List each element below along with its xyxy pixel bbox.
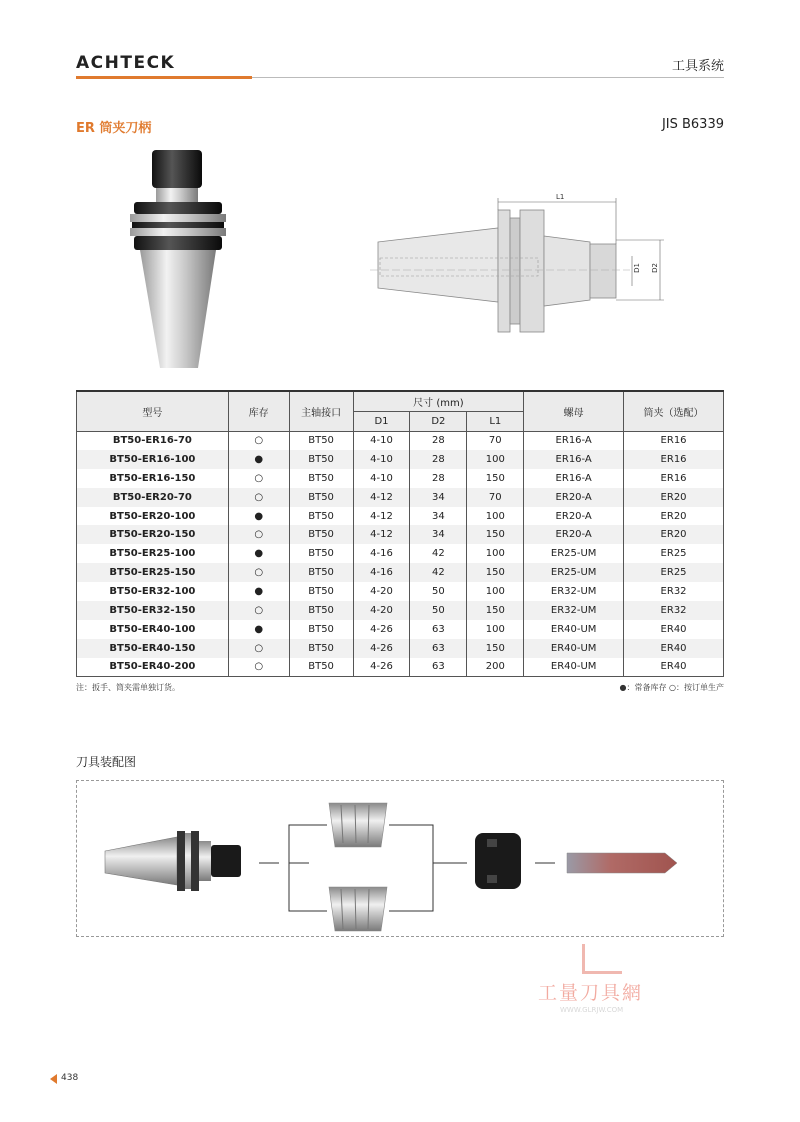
table-row: [77, 582, 724, 601]
product-title: ER 筒夹刀柄: [76, 121, 152, 136]
cell-collet: ER25: [624, 563, 724, 582]
cell-stock: ○: [228, 488, 289, 507]
cell-model: BT50-ER40-100: [77, 620, 229, 639]
cell-l1: 150: [467, 601, 524, 620]
header-model: 型号: [77, 391, 229, 431]
cell-l1: 100: [467, 544, 524, 563]
cell-collet: ER32: [624, 601, 724, 620]
nut-icon: [475, 833, 521, 889]
cell-nut: ER40-UM: [524, 620, 624, 639]
page-number: 438: [61, 1073, 79, 1083]
table-row: [77, 601, 724, 620]
cell-d2: 28: [410, 469, 467, 488]
cell-spindle: BT50: [289, 431, 353, 450]
cell-spindle: BT50: [289, 563, 353, 582]
cell-d2: 34: [410, 507, 467, 526]
table-row: [77, 469, 724, 488]
cell-d1: 4-10: [353, 469, 410, 488]
cell-nut: ER40-UM: [524, 658, 624, 677]
table-row: [77, 563, 724, 582]
cell-d2: 63: [410, 639, 467, 658]
holder-assembly-icon: [105, 831, 241, 891]
cell-model: BT50-ER40-200: [77, 658, 229, 677]
table-row: [77, 488, 724, 507]
collet-icon: [329, 887, 387, 931]
cell-collet: ER16: [624, 431, 724, 450]
cell-d1: 4-12: [353, 507, 410, 526]
dim-label-d2: D2: [650, 263, 659, 273]
cell-spindle: BT50: [289, 507, 353, 526]
assembly-diagram: [76, 780, 724, 937]
cell-d1: 4-12: [353, 488, 410, 507]
cell-collet: ER16: [624, 469, 724, 488]
dimension-drawing: [370, 190, 670, 340]
watermark-logo-icon: [582, 944, 622, 974]
header-nut: 螺母: [524, 391, 624, 431]
cell-l1: 200: [467, 658, 524, 677]
cell-nut: ER25-UM: [524, 544, 624, 563]
assembly-title: 刀具装配图: [76, 755, 137, 769]
cell-nut: ER16-A: [524, 469, 624, 488]
cell-stock: ○: [228, 469, 289, 488]
cell-d2: 50: [410, 601, 467, 620]
watermark: [530, 942, 675, 1017]
cell-spindle: BT50: [289, 601, 353, 620]
cell-d2: 42: [410, 544, 467, 563]
cell-model: BT50-ER32-150: [77, 601, 229, 620]
watermark-url: WWW.GLRJW.COM: [560, 1006, 624, 1014]
cell-collet: ER40: [624, 639, 724, 658]
tool-holder-photo: [118, 142, 240, 374]
cell-l1: 150: [467, 469, 524, 488]
cell-spindle: BT50: [289, 488, 353, 507]
cell-d2: 63: [410, 620, 467, 639]
cell-spindle: BT50: [289, 582, 353, 601]
cell-stock: ○: [228, 563, 289, 582]
cell-stock: ●: [228, 450, 289, 469]
header-size: 尺寸 (mm): [353, 391, 524, 411]
cell-nut: ER25-UM: [524, 563, 624, 582]
cell-l1: 100: [467, 450, 524, 469]
spec-table: [76, 390, 724, 677]
table-row: [77, 658, 724, 677]
cell-stock: ●: [228, 620, 289, 639]
table-row: [77, 507, 724, 526]
cell-model: BT50-ER20-150: [77, 525, 229, 544]
cell-spindle: BT50: [289, 525, 353, 544]
cell-stock: ●: [228, 507, 289, 526]
cell-spindle: BT50: [289, 544, 353, 563]
cell-l1: 70: [467, 488, 524, 507]
cell-spindle: BT50: [289, 450, 353, 469]
cell-d2: 50: [410, 582, 467, 601]
cell-l1: 100: [467, 620, 524, 639]
cell-d1: 4-26: [353, 658, 410, 677]
cell-model: BT50-ER40-150: [77, 639, 229, 658]
cell-collet: ER20: [624, 525, 724, 544]
drill-icon: [567, 853, 677, 873]
cell-collet: ER32: [624, 582, 724, 601]
stock-legend: ●：常备库存 ○：按订单生产: [619, 683, 724, 692]
table-row: [77, 450, 724, 469]
cell-d1: 4-26: [353, 620, 410, 639]
cell-model: BT50-ER20-100: [77, 507, 229, 526]
assembly-illustration: [77, 781, 723, 936]
cell-d1: 4-20: [353, 601, 410, 620]
cell-stock: ○: [228, 525, 289, 544]
cell-collet: ER16: [624, 450, 724, 469]
header-collet: 筒夹（选配）: [624, 391, 724, 431]
cell-d1: 4-16: [353, 544, 410, 563]
header-l1: L1: [467, 411, 524, 431]
cell-d1: 4-20: [353, 582, 410, 601]
watermark-name: 工量刀具網: [538, 982, 644, 1004]
cell-d1: 4-16: [353, 563, 410, 582]
brand-logo: ACHTECK: [76, 53, 176, 73]
table-row: [77, 639, 724, 658]
cell-spindle: BT50: [289, 469, 353, 488]
cell-collet: ER25: [624, 544, 724, 563]
cell-nut: ER32-UM: [524, 601, 624, 620]
cell-l1: 150: [467, 563, 524, 582]
cell-stock: ●: [228, 544, 289, 563]
cell-d2: 28: [410, 450, 467, 469]
cell-model: BT50-ER25-150: [77, 563, 229, 582]
cell-collet: ER20: [624, 507, 724, 526]
cell-nut: ER32-UM: [524, 582, 624, 601]
cell-nut: ER20-A: [524, 507, 624, 526]
cell-d2: 42: [410, 563, 467, 582]
catalog-section-title: 工具系统: [671, 59, 724, 74]
spec-table-body: [77, 431, 724, 677]
cell-stock: ○: [228, 658, 289, 677]
dim-label-l1: L1: [556, 193, 565, 201]
cell-nut: ER16-A: [524, 431, 624, 450]
table-row: [77, 620, 724, 639]
cell-d1: 4-10: [353, 431, 410, 450]
header-d1: D1: [353, 411, 410, 431]
cell-stock: ○: [228, 639, 289, 658]
header-rule: [252, 77, 724, 78]
cell-d1: 4-10: [353, 450, 410, 469]
table-row: [77, 544, 724, 563]
cell-nut: ER20-A: [524, 525, 624, 544]
standard-label: JIS B6339: [661, 117, 724, 132]
cell-stock: ○: [228, 431, 289, 450]
header-d2: D2: [410, 411, 467, 431]
cell-l1: 100: [467, 582, 524, 601]
cell-collet: ER40: [624, 620, 724, 639]
cell-spindle: BT50: [289, 620, 353, 639]
header-spindle: 主轴接口: [289, 391, 353, 431]
cell-model: BT50-ER32-100: [77, 582, 229, 601]
cell-model: BT50-ER25-100: [77, 544, 229, 563]
cell-collet: ER40: [624, 658, 724, 677]
cell-stock: ●: [228, 582, 289, 601]
cell-model: BT50-ER16-70: [77, 431, 229, 450]
cell-d1: 4-12: [353, 525, 410, 544]
cell-stock: ○: [228, 601, 289, 620]
cell-l1: 150: [467, 525, 524, 544]
cell-nut: ER40-UM: [524, 639, 624, 658]
table-row: [77, 525, 724, 544]
cell-nut: ER16-A: [524, 450, 624, 469]
cell-model: BT50-ER16-150: [77, 469, 229, 488]
table-row: [77, 431, 724, 450]
cell-d2: 34: [410, 525, 467, 544]
order-note: 注：扳手、筒夹需单独订货。: [76, 683, 180, 692]
cell-model: BT50-ER20-70: [77, 488, 229, 507]
cell-model: BT50-ER16-100: [77, 450, 229, 469]
cell-l1: 70: [467, 431, 524, 450]
page-arrow-icon: [50, 1074, 57, 1084]
cell-d2: 63: [410, 658, 467, 677]
cell-nut: ER20-A: [524, 488, 624, 507]
cell-d2: 34: [410, 488, 467, 507]
cell-d1: 4-26: [353, 639, 410, 658]
cell-l1: 100: [467, 507, 524, 526]
cell-d2: 28: [410, 431, 467, 450]
cell-l1: 150: [467, 639, 524, 658]
collet-icon: [329, 803, 387, 847]
cell-spindle: BT50: [289, 639, 353, 658]
cell-collet: ER20: [624, 488, 724, 507]
dim-label-d1: D1: [632, 263, 641, 273]
header-accent-rule: [76, 76, 252, 79]
cell-spindle: BT50: [289, 658, 353, 677]
header-stock: 库存: [228, 391, 289, 431]
